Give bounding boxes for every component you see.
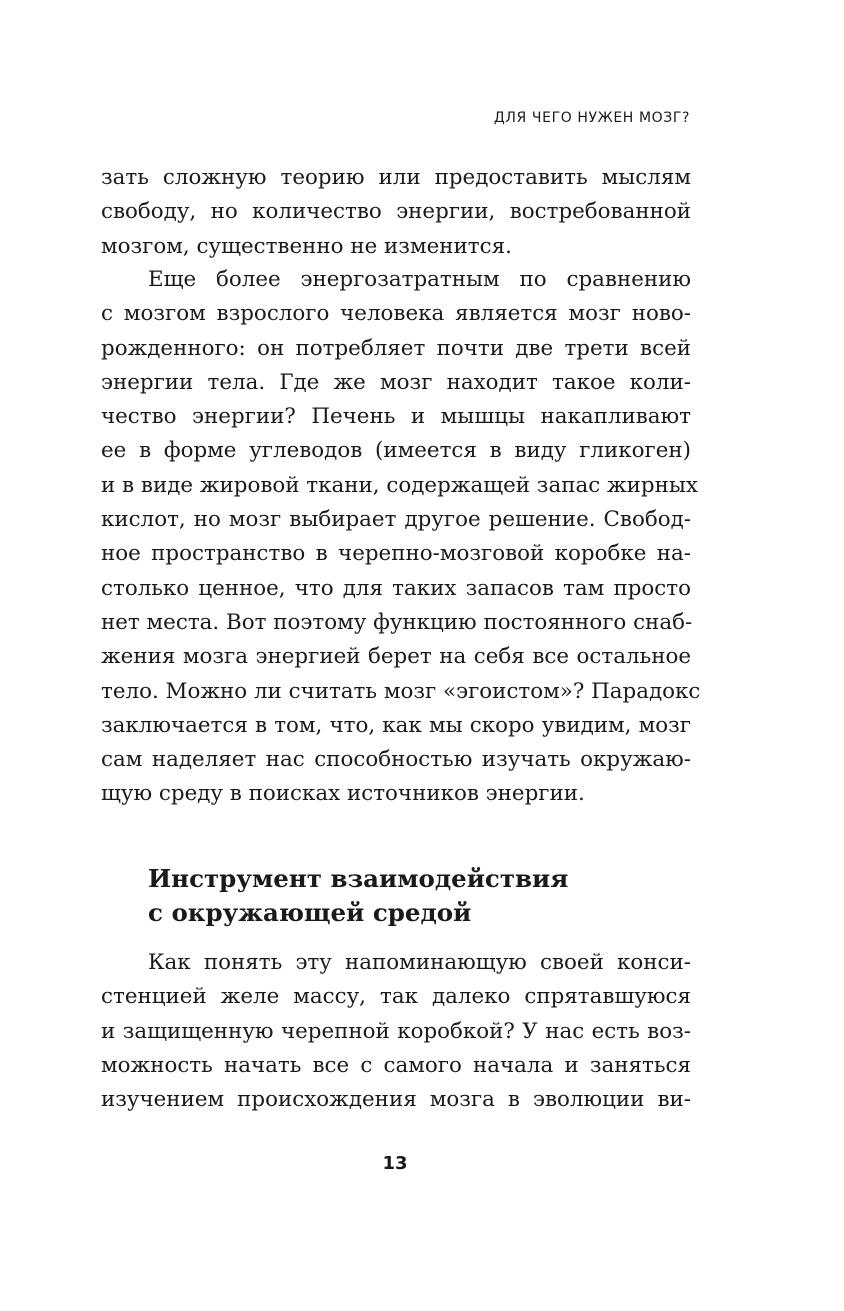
text-line: ее в форме углеводов (имеется в виду гликоген) bbox=[101, 438, 691, 464]
text-line: рожденного: он потребляет почти две трети всей bbox=[101, 335, 691, 361]
text-line: Еще более энергозатратным по сравнению bbox=[148, 267, 691, 292]
text-line: Как понять эту напоминающую своей конси- bbox=[148, 950, 691, 975]
paragraph-energy bbox=[101, 263, 701, 812]
text-line: щую среду в поисках источников энергии. bbox=[101, 781, 585, 807]
text-line: можность начать все с самого начала и заняться bbox=[101, 1052, 691, 1078]
text-line: столько ценное, что для таких запасов там просто bbox=[101, 575, 691, 601]
text-line: чество энергии? Печень и мышцы накапливают bbox=[101, 404, 691, 430]
section-heading bbox=[148, 862, 568, 930]
text-line: энергии тела. Где же мозг находит такое коли- bbox=[101, 369, 691, 395]
page-number: 13 bbox=[382, 1153, 408, 1174]
paragraph-evolution bbox=[101, 946, 691, 1117]
text-line: жения мозга энергией берет на себя все остальное bbox=[101, 644, 691, 670]
text-line: мозгом, существенно не изменится. bbox=[101, 233, 512, 259]
text-line: кислот, но мозг выбирает другое решение. Свобод- bbox=[101, 507, 691, 533]
text-line: тело. Можно ли считать мозг «эгоистом»? Парадокс bbox=[101, 678, 701, 704]
text-line: с мозгом взрослого человека является мозг ново- bbox=[101, 301, 691, 327]
text-line: изучением происхождения мозга в эволюции ви- bbox=[101, 1087, 691, 1113]
text-line: стенцией желе массу, так далеко спрятавшуюся bbox=[101, 984, 691, 1010]
heading-line: с окружающей средой bbox=[148, 898, 472, 927]
paragraph-continuation bbox=[101, 161, 691, 264]
text-line: свободу, но количество энергии, востребованной bbox=[101, 199, 691, 225]
text-line: сам наделяет нас способностью изучать окружаю- bbox=[101, 747, 691, 773]
running-head: ДЛЯ ЧЕГО НУЖЕН МОЗГ? bbox=[493, 110, 690, 126]
text-line: ное пространство в черепно-мозговой коробке на- bbox=[101, 541, 691, 567]
text-line: нет места. Вот поэтому функцию постоянного снаб- bbox=[101, 609, 693, 635]
text-line: заключается в том, что, как мы скоро увидим, мозг bbox=[101, 712, 691, 738]
text-line: и защищенную черепной коробкой? У нас есть воз- bbox=[101, 1018, 691, 1044]
text-line: и в виде жировой ткани, содержащей запас жирных bbox=[101, 472, 698, 498]
heading-line: Инструмент взаимодействия bbox=[148, 864, 569, 893]
text-line: зать сложную теорию или предоставить мыслям bbox=[101, 165, 691, 190]
